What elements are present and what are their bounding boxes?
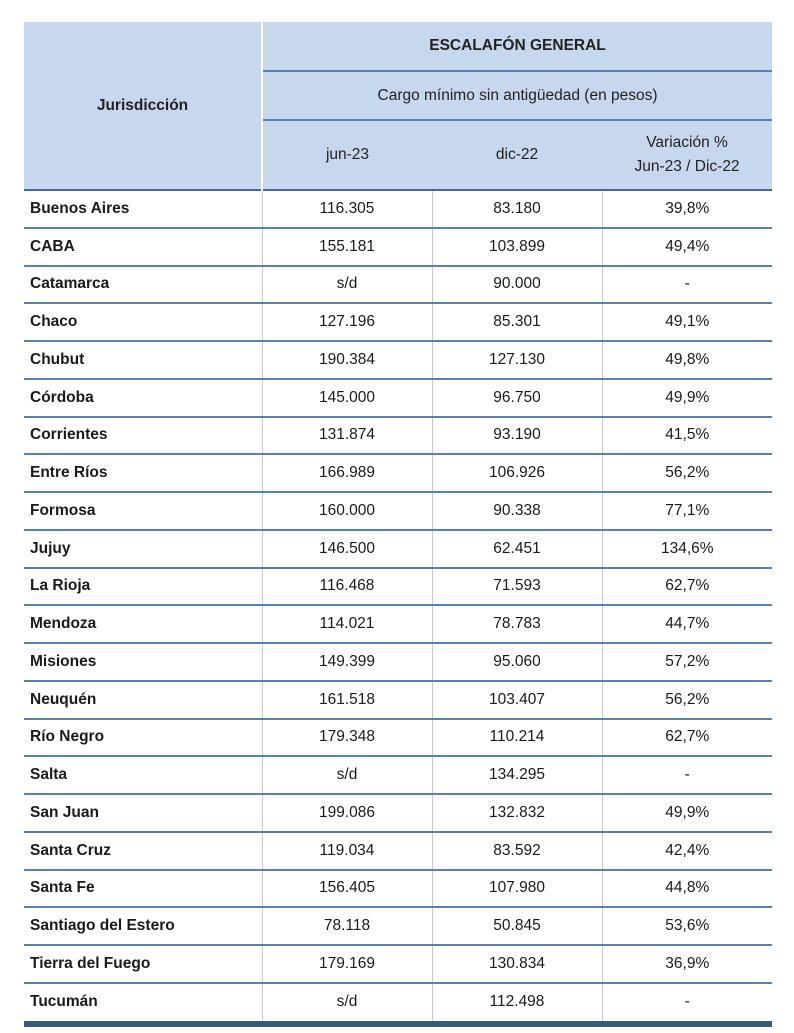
cell-dic-22: 93.190: [432, 417, 602, 455]
table-row: [24, 719, 772, 757]
cell-jun-23: s/d: [262, 756, 432, 794]
cell-dic-22: 83.592: [432, 832, 602, 870]
cell-jun-23: 116.468: [262, 568, 432, 606]
salary-table: [24, 22, 772, 1021]
cell-variation: 41,5%: [602, 417, 772, 455]
table-row: [24, 190, 772, 228]
header-col-variation: [602, 120, 772, 190]
table-row: [24, 303, 772, 341]
cell-jun-23: 127.196: [262, 303, 432, 341]
cell-jun-23: 199.086: [262, 794, 432, 832]
header-variation-line1: Variación %: [646, 134, 728, 151]
header-variation-line2: Jun-23 / Dic-22: [634, 158, 740, 175]
cell-dic-22: 132.832: [432, 794, 602, 832]
cell-variation: 44,7%: [602, 605, 772, 643]
cell-jun-23: 190.384: [262, 341, 432, 379]
cell-jun-23: 145.000: [262, 379, 432, 417]
cell-jun-23: 116.305: [262, 190, 432, 228]
cell-jun-23: s/d: [262, 266, 432, 304]
table-row: [24, 228, 772, 266]
table-row: [24, 756, 772, 794]
cell-jun-23: s/d: [262, 983, 432, 1021]
cell-jun-23: 179.348: [262, 719, 432, 757]
table-row: [24, 266, 772, 304]
cell-jun-23: 146.500: [262, 530, 432, 568]
cell-dic-22: 62.451: [432, 530, 602, 568]
cell-dic-22: 103.899: [432, 228, 602, 266]
cell-jurisdiction: Catamarca: [24, 266, 262, 304]
table-row: [24, 492, 772, 530]
cell-jurisdiction: Formosa: [24, 492, 262, 530]
cell-variation: 36,9%: [602, 945, 772, 983]
cell-jun-23: 161.518: [262, 681, 432, 719]
cell-variation: 56,2%: [602, 454, 772, 492]
cell-dic-22: 71.593: [432, 568, 602, 606]
cell-variation: 53,6%: [602, 907, 772, 945]
cell-dic-22: 112.498: [432, 983, 602, 1021]
table-row: [24, 530, 772, 568]
table-row: [24, 454, 772, 492]
cell-variation: 62,7%: [602, 568, 772, 606]
cell-jun-23: 131.874: [262, 417, 432, 455]
cell-dic-22: 90.000: [432, 266, 602, 304]
table-row: [24, 605, 772, 643]
cell-variation: 49,9%: [602, 379, 772, 417]
cell-dic-22: 95.060: [432, 643, 602, 681]
cell-dic-22: 134.295: [432, 756, 602, 794]
table-row: [24, 417, 772, 455]
table-row: [24, 341, 772, 379]
cell-jun-23: 166.989: [262, 454, 432, 492]
table-bottom-rule: [24, 1021, 772, 1027]
cell-variation: -: [602, 756, 772, 794]
cell-variation: 49,9%: [602, 794, 772, 832]
table-row: [24, 681, 772, 719]
cell-dic-22: 50.845: [432, 907, 602, 945]
cell-variation: 49,1%: [602, 303, 772, 341]
cell-jurisdiction: Tierra del Fuego: [24, 945, 262, 983]
table-row: [24, 643, 772, 681]
table-row: [24, 945, 772, 983]
cell-dic-22: 96.750: [432, 379, 602, 417]
table-row: [24, 568, 772, 606]
cell-jurisdiction: Jujuy: [24, 530, 262, 568]
cell-jurisdiction: Mendoza: [24, 605, 262, 643]
cell-variation: 49,4%: [602, 228, 772, 266]
header-col-jun: jun-23: [262, 120, 432, 190]
cell-dic-22: 110.214: [432, 719, 602, 757]
salary-table-document: [24, 22, 772, 1027]
cell-jun-23: 149.399: [262, 643, 432, 681]
cell-dic-22: 130.834: [432, 945, 602, 983]
header-group-title: ESCALAFÓN GENERAL: [262, 22, 772, 71]
header-jurisdiction: Jurisdicción: [24, 22, 262, 190]
cell-variation: 134,6%: [602, 530, 772, 568]
cell-jun-23: 155.181: [262, 228, 432, 266]
table-header: [24, 22, 772, 190]
cell-variation: -: [602, 266, 772, 304]
cell-dic-22: 83.180: [432, 190, 602, 228]
header-col-dic: dic-22: [432, 120, 602, 190]
cell-dic-22: 85.301: [432, 303, 602, 341]
table-row: [24, 870, 772, 908]
table-row: [24, 379, 772, 417]
cell-jurisdiction: Chaco: [24, 303, 262, 341]
cell-jun-23: 160.000: [262, 492, 432, 530]
cell-jun-23: 78.118: [262, 907, 432, 945]
cell-jurisdiction: Tucumán: [24, 983, 262, 1021]
cell-jun-23: 179.169: [262, 945, 432, 983]
cell-variation: 77,1%: [602, 492, 772, 530]
cell-dic-22: 127.130: [432, 341, 602, 379]
cell-jurisdiction: Santa Cruz: [24, 832, 262, 870]
cell-variation: 44,8%: [602, 870, 772, 908]
table-row: [24, 794, 772, 832]
cell-variation: 42,4%: [602, 832, 772, 870]
cell-dic-22: 106.926: [432, 454, 602, 492]
table-row: [24, 983, 772, 1021]
cell-variation: -: [602, 983, 772, 1021]
cell-jun-23: 156.405: [262, 870, 432, 908]
cell-jurisdiction: La Rioja: [24, 568, 262, 606]
cell-variation: 49,8%: [602, 341, 772, 379]
cell-dic-22: 90.338: [432, 492, 602, 530]
table-row: [24, 832, 772, 870]
cell-variation: 56,2%: [602, 681, 772, 719]
cell-jurisdiction: CABA: [24, 228, 262, 266]
cell-variation: 62,7%: [602, 719, 772, 757]
cell-jun-23: 114.021: [262, 605, 432, 643]
cell-jurisdiction: Misiones: [24, 643, 262, 681]
cell-jurisdiction: Salta: [24, 756, 262, 794]
cell-jurisdiction: Córdoba: [24, 379, 262, 417]
cell-jurisdiction: Corrientes: [24, 417, 262, 455]
cell-jurisdiction: Santa Fe: [24, 870, 262, 908]
cell-jurisdiction: Buenos Aires: [24, 190, 262, 228]
cell-variation: 39,8%: [602, 190, 772, 228]
header-subtitle: Cargo mínimo sin antigüedad (en pesos): [262, 71, 772, 120]
cell-jun-23: 119.034: [262, 832, 432, 870]
cell-jurisdiction: Santiago del Estero: [24, 907, 262, 945]
table-body: [24, 190, 772, 1021]
cell-jurisdiction: Entre Ríos: [24, 454, 262, 492]
cell-dic-22: 107.980: [432, 870, 602, 908]
cell-dic-22: 78.783: [432, 605, 602, 643]
cell-jurisdiction: Río Negro: [24, 719, 262, 757]
table-row: [24, 907, 772, 945]
cell-jurisdiction: San Juan: [24, 794, 262, 832]
cell-variation: 57,2%: [602, 643, 772, 681]
cell-dic-22: 103.407: [432, 681, 602, 719]
cell-jurisdiction: Neuquén: [24, 681, 262, 719]
cell-jurisdiction: Chubut: [24, 341, 262, 379]
